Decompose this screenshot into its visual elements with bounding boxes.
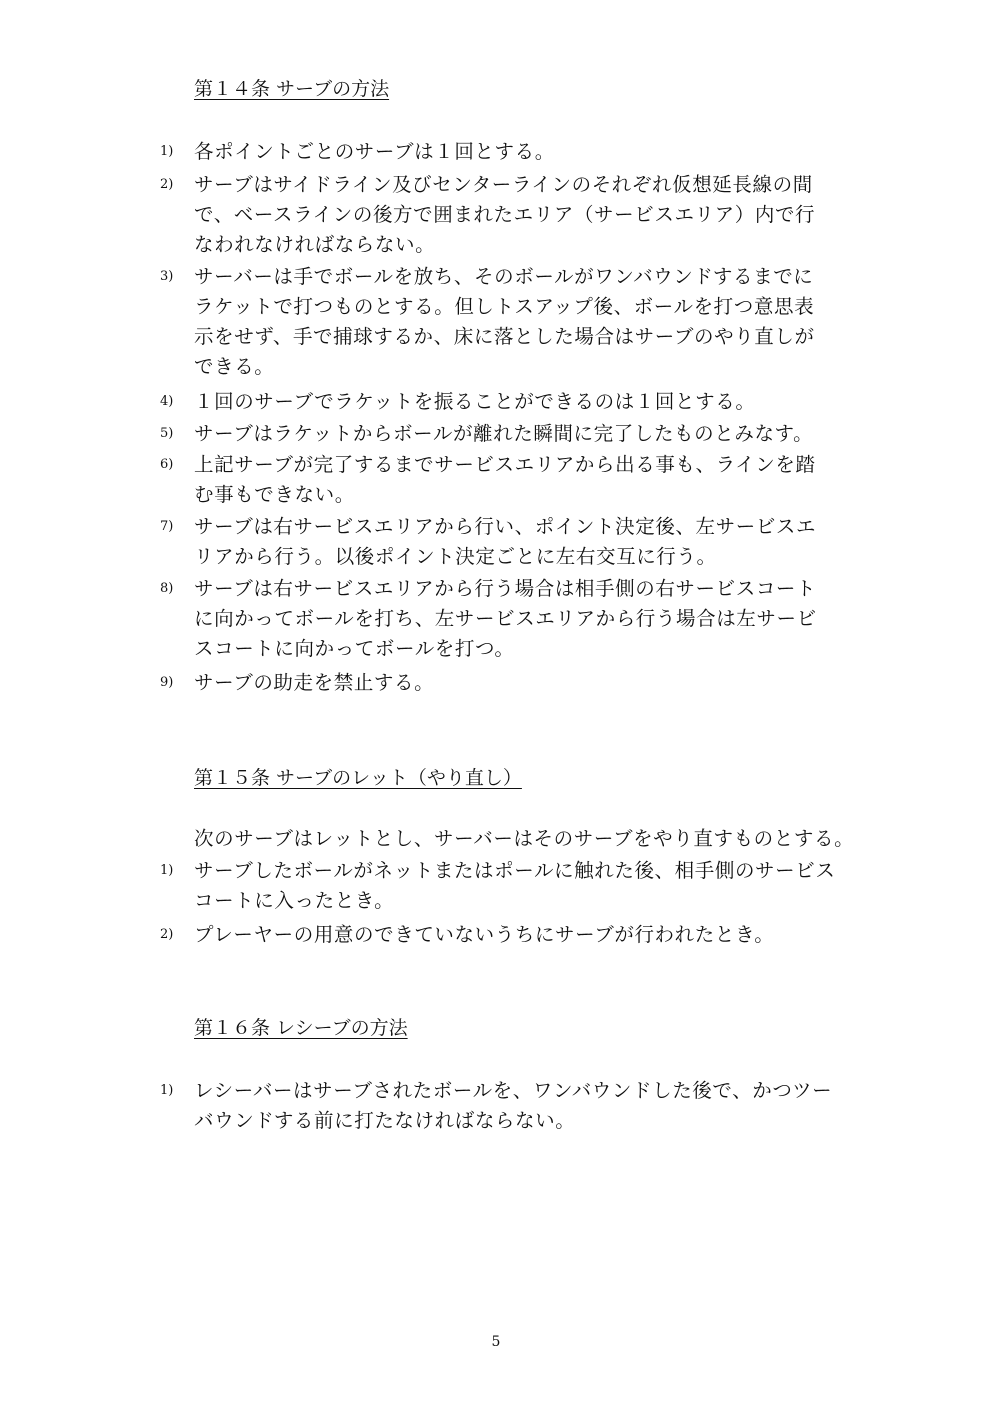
item-number: 5) bbox=[160, 426, 174, 441]
article-15-heading: 第１５条 サーブのレット（やり直し） bbox=[194, 767, 522, 789]
item-text: 上記サーブが完了するまでサービスエリアから出る事も、ラインを踏 む事もできない。 bbox=[194, 453, 816, 506]
page-number: 5 bbox=[491, 1334, 501, 1350]
item-text: サーブしたボールがネットまたはポールに触れた後、相手側のサービス コートに入ったとき。 bbox=[194, 859, 836, 912]
item-number: 2) bbox=[160, 177, 174, 192]
item-number: 7) bbox=[160, 519, 174, 534]
item-number: 1) bbox=[160, 1083, 174, 1098]
article-16-heading: 第１６条 レシーブの方法 bbox=[194, 1017, 408, 1039]
item-number: 1) bbox=[160, 144, 174, 159]
article-14-heading: 第１４条 サーブの方法 bbox=[194, 78, 390, 100]
item-number: 6) bbox=[160, 457, 174, 472]
item-text: サーブはラケットからボールが離れた瞬間に完了したものとみなす。 bbox=[194, 422, 814, 445]
item-text: １回のサーブでラケットを振ることができるのは１回とする。 bbox=[194, 390, 756, 413]
item-number: 1) bbox=[160, 863, 174, 878]
item-text: サーブはサイドライン及びセンターラインのそれぞれ仮想延長線の間 で、ベースラインの後方で囲まれたエリア（サービスエリア）内で行 なわれなければならない。 bbox=[194, 173, 816, 256]
item-text: サーバーは手でボールを放ち、そのボールがワンバウンドするまでに ラケットで打つものとする。但しトスアップ後、ボールを打つ意思表 示をせず、手で捕球するか、床に落とした場合はサーブのやり直しが できる。 bbox=[194, 265, 815, 378]
item-text: サーブは右サービスエリアから行う場合は相手側の右サービスコート に向かってボールを打ち、左サービスエリアから行う場合は左サービ スコートに向かってボールを打つ。 bbox=[194, 577, 817, 660]
item-text: レシーバーはサーブされたボールを、ワンバウンドした後で、かつツー バウンドする前に打たなければならない。 bbox=[194, 1079, 833, 1132]
item-text: サーブの助走を禁止する。 bbox=[194, 671, 435, 694]
item-number: 9) bbox=[160, 675, 174, 690]
article-15-intro: 次のサーブはレットとし、サーバーはそのサーブをやり直すものとする。 bbox=[194, 827, 855, 850]
item-number: 3) bbox=[160, 269, 174, 284]
item-text: プレーヤーの用意のできていないうちにサーブが行われたとき。 bbox=[194, 923, 775, 946]
item-number: 8) bbox=[160, 581, 174, 596]
item-number: 4) bbox=[160, 394, 174, 409]
item-text: 各ポイントごとのサーブは１回とする。 bbox=[194, 140, 555, 163]
item-number: 2) bbox=[160, 927, 174, 942]
item-text: サーブは右サービスエリアから行い、ポイント決定後、左サービスエ リアから行う。以後ポイント決定ごとに左右交互に行う。 bbox=[194, 515, 817, 568]
